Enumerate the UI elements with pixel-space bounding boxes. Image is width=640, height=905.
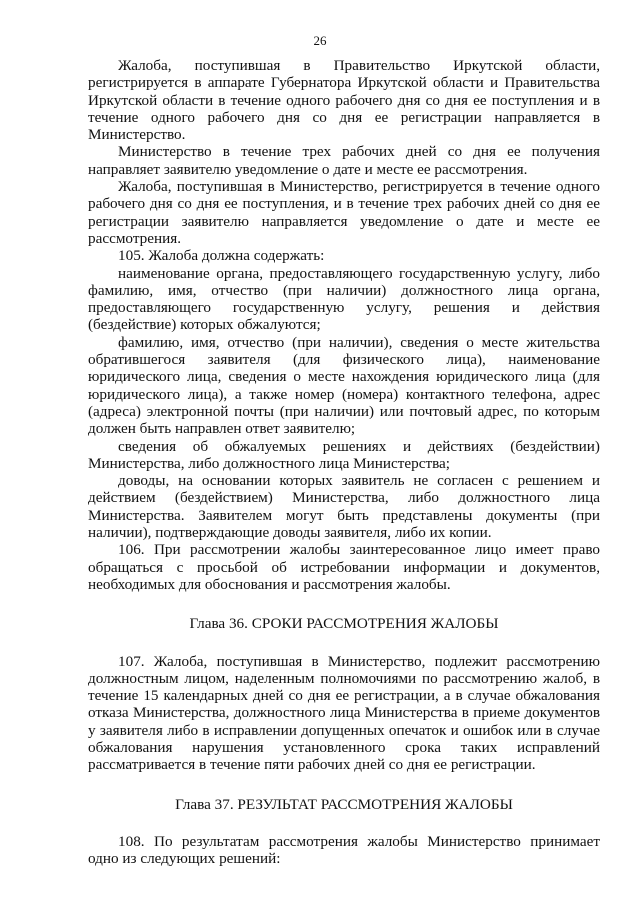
paragraph: 108. По результатам рассмотрения жалобы Министерство принимает одно из следующих решений: [88, 832, 600, 868]
chapter-36-heading: Глава 36. СРОКИ РАССМОТРЕНИЯ ЖАЛОБЫ [189, 615, 499, 633]
paragraph: Жалоба, поступившая в Министерство, регистрируется в течение одного рабочего дня со дня ее поступления, и в течение трех рабочих дней со дня ее регистрации заявителю направляется уведомление о дате и месте ее рассмотрения. [88, 178, 600, 247]
paragraph: доводы, на основании которых заявитель не согласен с решением и действием (бездействием) Министерства, либо должностного лица Министерства. Заявителем могут быть представлены документы (при наличии), подтверждающие доводы заявителя, либо их копии. [88, 472, 600, 542]
page-number: 26 [313, 33, 327, 48]
paragraph: наименование органа, предоставляющего государственную услугу, либо фамилию, имя, отчество (при наличии) должностного лица органа, предоставляющего государственную услугу, решения и действия (бездействие) которых обжалуются; [88, 264, 600, 334]
document-body [88, 57, 600, 867]
paragraph: Министерство в течение трех рабочих дней со дня ее получения направляет заявителю уведомление о дате и месте ее рассмотрения. [88, 143, 600, 178]
paragraph: сведения об обжалуемых решениях и действиях (бездействии) Министерства, либо должностного лица Министерства; [88, 437, 600, 472]
paragraph: 106. При рассмотрении жалобы заинтересованное лицо имеет право обращаться с просьбой об истребовании информации и документов, необходимых для обоснования и рассмотрения жалобы. [88, 541, 600, 593]
paragraph: фамилию, имя, отчество (при наличии), сведения о месте жительства обратившегося заявителя (для физического лица), наименование юридического лица, сведения о месте нахождения юридического лица (для юридического лица), а также номер (номера) контактного телефона, адрес (адреса) электронной почты (при наличии) или почтовый адрес, по которым должен быть направлен ответ заявителю; [88, 333, 600, 438]
paragraph: Жалоба, поступившая в Правительство Иркутской области, регистрируется в аппарате Губернатора Иркутской области и Правительства Иркутской области в течение одного рабочего дня со дня ее поступления и в течение одного рабочего дня со дня ее регистрации направляется в Министерство. [88, 57, 600, 144]
paragraph: 107. Жалоба, поступившая в Министерство, подлежит рассмотрению должностным лицом, наделенным полномочиями по рассмотрению жалоб, в течение 15 календарных дней со дня ее регистрации, а в случае обжалования отказа Министерства, должностного лица Министерства в приеме документов у заявителя либо в исправлении допущенных опечаток и ошибок или в случае обжалования нарушения установленного срока таких исправлений рассматривается в течение пяти рабочих дней со дня ее регистрации. [88, 652, 600, 774]
paragraph: 105. Жалоба должна содержать: [118, 247, 325, 265]
chapter-37-heading: Глава 37. РЕЗУЛЬТАТ РАССМОТРЕНИЯ ЖАЛОБЫ [175, 795, 513, 813]
